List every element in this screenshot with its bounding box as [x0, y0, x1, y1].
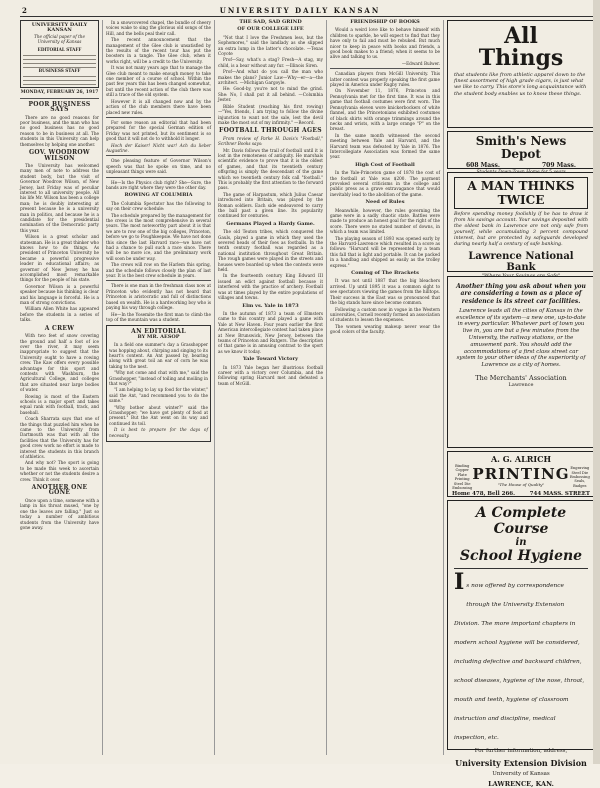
course-body-wrap: [454, 568, 588, 743]
article-text: In the fourteenth century King Edward III issued an edict against football because it interfered with the practice of archery. Football was at times played by the entire populations of villages and towns.: [218, 273, 323, 301]
article-text: The game of Harpastum, which Julius Caesar introduced into Britain, was played by the Roman soldiers. Each side endeavored to carry the ball past a given line. Its popularity continued for centuries.: [218, 191, 323, 219]
column-4: [330, 20, 440, 760]
headline-sad-grind-sub: OF OUR COLLEGE LIFE: [237, 26, 304, 33]
course-body: s now offered by correspondence through the University Extension Division. The more important chapters in modern school hygiene will be considered, including defective and backward children, school diseases, hygiene of the nose, throat, mouth and teeth, hygiene of classroom instruction and discipline, medical inspection, etc.: [454, 583, 585, 741]
article-text: The women wearing makeup never wear the good colors of the faculty.: [330, 323, 440, 335]
editorial-byline: BY MR. AESOP: [137, 333, 180, 340]
divider: [106, 177, 211, 178]
divider: [106, 155, 211, 156]
subhead-yale-victory: Yale Toward Victory: [242, 356, 299, 363]
nameplate-box: [20, 20, 99, 88]
editorial-heading: AN EDITORIAL: [131, 328, 186, 336]
article-text: There is one man in the freshman class now at Princeton who evidently has not heard that Princeton is aristocratic and full of distinctions based on wealth. He is a hardworking boy who is paying his way through college.: [106, 283, 211, 311]
alrich-address: 744 MASS. STREET: [529, 491, 590, 498]
divider: [20, 98, 99, 99]
masthead: [0, 0, 600, 16]
article-text: There are no good reasons for poor business, and the man who has no good business has no good reason to be in business at all. The students in this University can help themselves by helping one another.: [20, 114, 99, 147]
course-title-1: A Complete Course: [475, 505, 567, 537]
article-text: It was not until 1887 that the big bleachers arrived. Up until 1895 it was a common sight to see spectators viewing the games from the hilltops. Their success in the East was so pronounced that the big stands have since become common.: [330, 278, 440, 306]
merchants-body: Lawrence leads all the cities of Kansas in the excellence of its system—a new one, up-to-date in every particular. Whatever part of town you live in, you are but a few minutes from the University, the railway stations, or the amusement park. You should add the accommodations of a first class street car system to your other ideas of the superiority of Lawrence as a city of homes.: [456, 307, 586, 369]
staff-list: [23, 52, 96, 68]
article-text: Following a custom now in vogue in the Western universities, Cornell recently formed an association of students to lessen the expenses.: [330, 306, 440, 323]
headline-football-ages: FOOTBALL THROUGH AGES: [219, 127, 322, 135]
article-text: And why not? The sport is going to be made this week to ascertain whether or not the students desire a crew. Think it over.: [20, 460, 99, 482]
article-text: In a field one summer's day a Grasshopper was hopping about, chirping and singing to its heart's content. An Ant passed by, bearing along with great toil an ear of corn he was taking to the nest.: [109, 342, 208, 369]
column-rule: [102, 20, 103, 755]
verse: Bible Student (reaching his first rowing)—"Yes, friends, I am trying to follow the divine injunction to want not the sale, lest the devil make the most out of my infirmity." —Record.: [218, 103, 323, 125]
article-text: For some reason an editorial that had been prepared for the special German edition of Friday was not printed, but its sentiment is so good that it will not do to withhold it longer.: [106, 119, 211, 142]
article-text: Coach Sharrata says that one of the things that puzzled him when he came to the University from Dartmouth was that with all the facilities that the University has for good crew work no effort is made to interest the students in this branch of athletics.: [20, 416, 99, 460]
article-text: Once upon a time, someone with a lamp in his throat mused, "one by one the leaves are falling." Just so today a number of ambitious students from the University have gone away.: [20, 497, 99, 530]
article-text: In 1873 Yale began her illustrious football career with a victory over Columbia, and the following spring Harvard met and defeated a team of McGill.: [218, 364, 323, 386]
course-title-3: School Hygiene: [459, 548, 583, 564]
verse: Prof—And what do you call the man who makes the plans? Junior Law—Why—er—a—the architect. —Michigan Gargoyle.: [218, 69, 323, 86]
article-text: The recent announcement that the management of the Glee club is unsatisfied by the results of the recent tour has put the boosters in a tangle. The Glee club, when it works right, will be a credit to the University.: [106, 37, 211, 64]
article-text: William Allen White has appeared before the students in a series of talks.: [20, 306, 99, 323]
article-text: From review of Parke H. Davis's "Football," Scribner Books says:: [218, 135, 323, 147]
ad-title-all: All: [504, 23, 538, 49]
article-text: The playing season of 1893 was opened early by the Harvard-Lawrence which resulted in a score as follows: "Harvard will be represented by a team this fall that is light and portable. It can be packed in a handbag and shipped as easily as the trolley express.": [330, 235, 440, 268]
article-text: Mr. Davis follows the trail of football until it is lost in the remoteness of antiquity. He marshals scientific evidence to prove that it is the oldest of games, and that its twentieth century offspring is simply the descendant of the game which we twentieth century folk call "football." This is probably the first attention to the forward pass.: [218, 147, 323, 191]
nameplate: UNIVERSITY DAILY KANSAN: [31, 22, 88, 34]
ad-all-things: [447, 20, 595, 128]
article-text: In a snowcovered chapel, the bundle of cheery voices wake to sing the glorious old songs of the Hill, and the bells peal their call.: [106, 20, 211, 36]
ad-smith-news: [447, 131, 595, 169]
nameplate-tagline: The official paper of the University of Kansas: [34, 33, 85, 45]
alrich-phone: Home 478, Bell 266.: [452, 491, 516, 498]
course-more-info: For further information, address,: [474, 748, 568, 754]
bank-name: Lawrence National Bank: [468, 251, 574, 273]
column-rule: [214, 20, 215, 755]
business-list: [23, 73, 96, 85]
merchants-intro: Another thing you ask about when you are considering a town as a place of residence is its street car facilities.: [456, 283, 586, 305]
course-title-2: in: [515, 537, 527, 548]
alrich-center: [472, 467, 569, 487]
article-text: The crews will row on the Harlem this spring, and the schedule follows closely the plan of last year. It is the best crew schedule in years.: [106, 262, 211, 279]
divider: [330, 68, 440, 69]
headline-sad-grind: THE SAD, SAD GRIND: [239, 19, 302, 25]
bank-headline: A MAN THINKS TWICE: [454, 177, 588, 209]
alrich-name: A. G. ALRICH: [490, 454, 552, 464]
verse: He: Good-by, you're not to mind the grind. She: No, I shall put it all behind. —Columbia Jester.: [218, 86, 323, 103]
article-text: The old Teuton tribes, which conquered the Gauls, played a game in which they used the severed heads of their foes as footballs. In the tenth century football was regarded as a national institution throughout Great Britain. The rough games were played in the streets and houses were boarded up when the contests were held.: [218, 229, 323, 273]
subhead-high-cost: High Cost of Football: [355, 161, 415, 168]
column-1: [20, 20, 99, 760]
subhead-germans: Germans Played a Hardy Game.: [226, 220, 315, 227]
smith-name: Smith's News Depot: [475, 134, 567, 161]
smith-addr-right: 709 Mass.: [542, 162, 576, 169]
article-text: Hoch der Kaiser! Nicht war! Ach du lieber Augustine.: [106, 142, 211, 153]
page-edge: [593, 0, 600, 764]
article-text: Rowing is most of the Eastern schools is a major sport and takes equal rank with football, track, and baseball.: [20, 393, 99, 415]
ad-title-things: Things: [478, 45, 564, 71]
course-university: University of Kansas: [492, 771, 550, 777]
ad-alrich: [447, 451, 595, 497]
article-text: Canadian players from McGill University. This latter contest was properly speaking the first game played in America under Rugby rules.: [330, 71, 440, 88]
course-city: LAWRENCE, KAN.: [488, 780, 554, 788]
editorial-staff-heading: EDITORIAL STAFF: [37, 46, 82, 52]
ad-merchants: [447, 276, 595, 448]
article-text: The schedule prepared by the management for the crews is the most comprehensive in several years. The most noteworthy part about it is that we are to row one of the big colleges, Princeton, before we go to Poughkeepsie. We have not done this since the last Harvard race—we have not had a chance to pull such a race since. There will be no more ice, and the preliminary work will soon be under way.: [106, 212, 211, 261]
masthead-rule: [20, 16, 595, 17]
subhead-brackets: Coming of The Brackets: [351, 270, 419, 277]
column-rule: [326, 20, 327, 755]
date-line: MONDAY, FEBRUARY 26, 1917: [20, 90, 99, 96]
article-text: In the Yale-Princeton game of 1878 the cost of the football at Yale was $200. The payment provoked several criticisms in the college and public press as a grave extravagance that would inevitably lead to the abolition of the game.: [330, 170, 440, 197]
column-2: [106, 20, 211, 760]
alrich-tagline: "The House of Quality": [497, 482, 545, 488]
column-rule: [443, 20, 444, 755]
article-text: On November 11, 1876, Princeton and Pennsylvania met for the first time. It was in this game that football costumes were first worn. The Pennsylvania eleven wore knickerbockers of white flannel, and the Princetonians exhibited costumes of black shirts with orange trimmings around the necks and wrists, with a large orange "P" on the breast.: [330, 88, 440, 132]
article-text: However it is all changed now and by the action of the club members there have been placed new rules.: [106, 98, 211, 115]
alrich-left-services: Binding Copper Plate Printing Steel Die Embossing: [452, 464, 473, 491]
column-3: [218, 20, 323, 760]
merchants-signature: The Merchants' Association: [475, 374, 567, 383]
headline-poor-business: POOR BUSINESS SAYS: [28, 100, 91, 114]
page-number: 2: [22, 6, 28, 15]
verse: Prof—Say, what's a stag? Fresh—A stag, my child, is a bear without any fur. —Illinois Siren.: [218, 57, 323, 68]
ad-bank: [447, 172, 595, 272]
article-text: Meanwhile, however, the rules governing the game were in a sadly chaotic state. Battles were made to produce an honest goal for the right of the score. There were no stated number of downs, in which a team was limited.: [330, 207, 440, 235]
business-staff-heading: BUSINESS STAFF: [38, 68, 81, 74]
divider: [106, 280, 211, 281]
article-text: In the autumn of 1873 a team of Elmsters came to this country and played a game with Yale at New Haven. Four years earlier the first American intercollegiate contest had taken place at New Brunswick, New Jersey, between the teams of Princeton and Rutgers. The description of that game is in amusing contrast to the sport as we know it today.: [218, 310, 323, 354]
headline-gov-wilson: GOV. WOODROW WILSON: [29, 149, 90, 162]
attribution: —Edward Bulwer.: [401, 60, 440, 66]
smith-addresses: [454, 161, 588, 170]
headline-friendship-books: FRIENDSHIP OF BOOKS: [350, 19, 420, 25]
masthead-title: UNIVERSITY DAILY KANSAN: [219, 6, 381, 15]
article-text: With two feet of snow covering the ground and half a foot of ice over the river, it may seem inappropriate to suggest that the University ought to have a rowing crew. The Kaw offers every possible advantage for this sport and contests with Washburn, the Agricultural College, and colleges that are situated near large bodies of water.: [20, 333, 99, 393]
divider: [106, 117, 211, 118]
article-text: One pleasing feature of Governor Wilson's speech was that he spoke on time, and no unpleasant things were said.: [106, 158, 211, 175]
headline-crew: A CREW: [44, 324, 75, 332]
verse: "Not that I love the Freshmen less, but the Sophomores," said the landlady as she slipped an extra lump in the latter's chocolate. —Texas Coyote: [218, 34, 323, 57]
merchants-city: Lawrence: [508, 382, 534, 389]
article-text: In the same month witnessed the second meeting between Yale and Harvard, and the Harvard team was defeated by Yale in 1876. The Intercollegiate Association was formed the same year.: [330, 132, 440, 160]
headline-another-one-gone: ANOTHER ONE GONE: [31, 484, 88, 497]
article-text: Would a weird love like to behave himself with children to sparkle, he will expect to find that they have only to fail and must be rebuked. But much nicer to keep in peace with books and friends, a good book makes to a friend; when it seems to be alive and talking to us.: [330, 27, 440, 60]
course-org: University Extension Division: [455, 758, 587, 768]
alrich-contact: [452, 491, 590, 497]
article-text: "Why not come and chat with me," said the Grasshopper, "instead of toiling and moiling in that way?": [109, 370, 208, 386]
article-text: Governor Wilson is a powerful speaker because his thinking is clear and his language is forceful. He is a man of strong convictions.: [20, 283, 99, 306]
article-text: The University has welcomed many men of note to address the student body, but the visit of Governor Woodrow Wilson, of New Jersey, last Friday was of peculiar interest to all university people. All his life Mr. Wilson has been a college man; he is doubly interesting at present because he is a university man in politics, and because he is a candidate for the presidential nomination of the Democratic party this year.: [20, 162, 99, 233]
editorial-box: [106, 325, 211, 442]
article-text: He—Is the Physics club right? She—Sure, the bands are right where they were the other day.: [106, 179, 211, 190]
article-text: He—In the Yosemite the first man to climb the top of the mountain was a student.: [106, 311, 211, 322]
subhead-elm-yale: Elm vs. Yale in 1873: [242, 302, 299, 309]
article-text: "Why bother about winter?" said the Grasshopper; "we have got plenty of food at present." But the Ant went on its way and continued its toil.: [109, 404, 208, 426]
article-text: It was not many years ago that to manage the Glee club meant to make enough money to take one member of a course of school. Within the past few years this has been changed somewhat, but until the recent action of the club there was still a trace of the old system.: [106, 65, 211, 98]
article-text: "I am helping to lay up food for the winter," said the Ant, "and recommend you to do the same.": [109, 387, 208, 404]
alrich-row: [452, 464, 590, 490]
editorial-moral: It is best to prepare for the days of necessity.: [109, 427, 208, 438]
smith-addr-left: 608 Mass.: [466, 162, 500, 169]
headline-rowing-columbia: ROWING AT COLUMBIA: [124, 192, 193, 199]
alrich-right-services: Engraving Steel Die Embossing Seals, Badges: [569, 466, 590, 488]
article-text: The Columbia Spectator has the following to say on their crew schedule:: [106, 200, 211, 212]
course-dropcap: I: [454, 569, 465, 595]
article-text: Wilson is a great scholar and statesman. He is a great thinker who knows how to do things. As president of Princeton University he became a powerful progressive leader in educational affairs; as governor of New Jersey he has accomplished most remarkable things for the people of his state.: [20, 234, 99, 283]
subhead-need-rules: Need of Rules: [365, 199, 405, 206]
ad-school-hygiene: [447, 500, 595, 788]
ad-body: that students like from athletic apparel down to the finest assortment of high grade cigars, is just what we like to carry. This store's long acquaintance with the student body enables us to know these things.: [454, 72, 587, 97]
alrich-printing: PRINTING: [472, 465, 570, 484]
bank-body: Before spending money foolishly if he has to draw it from his savings account. Your savings deposited with the oldest bank in Lawrence are not only safe from yourself, while accumulating 3 percent compound interest, but are protected by safeguards developed during nearly half a century of safe banking.: [454, 212, 588, 247]
